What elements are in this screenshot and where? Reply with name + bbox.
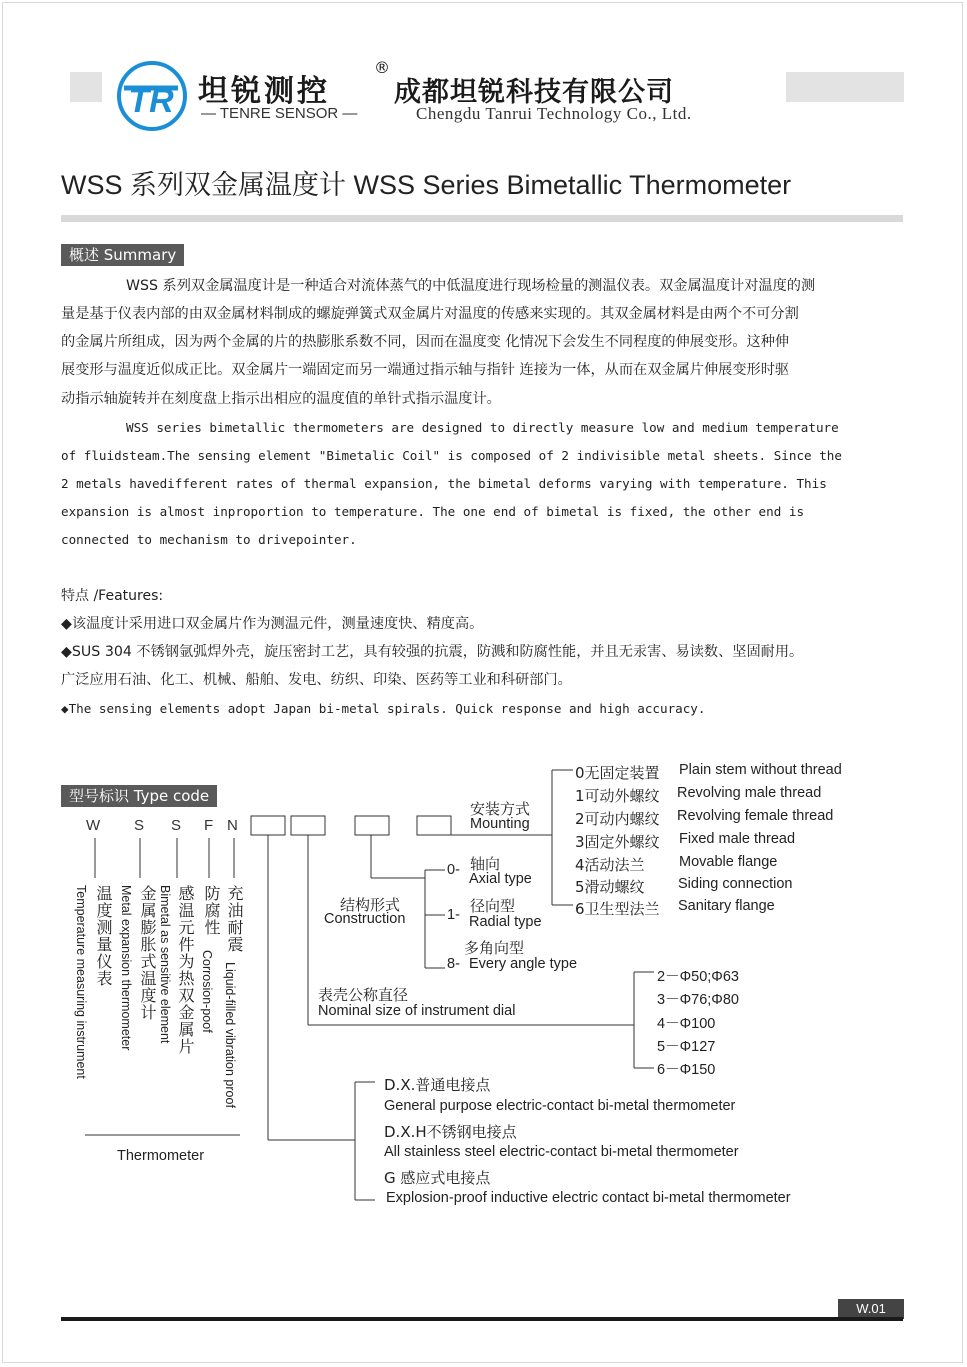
dial-option: 3－Φ76;Φ80 (657, 992, 739, 1008)
company-name-cn: 成都坦锐科技有限公司 (394, 77, 674, 108)
construction-option-cn: 径向型 (470, 897, 516, 915)
dial-option: 2－Φ50;Φ63 (657, 969, 739, 985)
letter-meaning-en: Liquid-filled vibration proof (223, 962, 237, 1108)
type-letter: S (134, 817, 145, 834)
mounting-title-cn: 安装方式 (470, 800, 531, 818)
summary-en-line: connected to mechanism to drivepointer. (61, 532, 357, 547)
footer-rule (61, 1317, 903, 1321)
construction-title-cn: 结构形式 (340, 896, 401, 914)
brand-name-cn: 坦锐测控 (198, 74, 330, 109)
dial-title-cn: 表壳公称直径 (318, 986, 409, 1004)
construction-option-cn: 多角向型 (464, 939, 525, 957)
mounting-code: 5滑动螺纹 (575, 878, 645, 896)
construction-code: 0- (447, 862, 460, 878)
feature-item: ◆The sensing elements adopt Japan bi-metal spirals. Quick response and high accuracy. (61, 701, 706, 716)
letter-meaning-en: Corrosion-poof (200, 950, 214, 1033)
type-letter: S (171, 817, 182, 834)
brand-name-en: — TENRE SENSOR — (201, 105, 358, 122)
construction-title-en: Construction (324, 911, 406, 927)
logo-letters: TR (128, 82, 174, 120)
construction-code: 8- (447, 956, 460, 972)
letter-meaning-cn: 充油耐震 (225, 885, 244, 953)
construction-option-en: Axial type (469, 871, 532, 887)
mounting-code: 2可动内螺纹 (575, 810, 660, 828)
construction-code: 1- (447, 907, 460, 923)
mounting-option-en: Plain stem without thread (679, 762, 842, 778)
summary-cn-line: 动指示轴旋转并在刻度盘上指示出相应的温度值的单针式指示温度计。 (61, 391, 501, 407)
construction-option-en: Every angle type (469, 956, 578, 972)
construction-option-en: Radial type (469, 914, 542, 930)
mounting-code: 0无固定装置 (575, 764, 660, 782)
letter-meaning-en: Metal expansion thermometer (119, 885, 133, 1051)
mounting-code: 6卫生型法兰 (575, 900, 660, 918)
contact-option-cn: G 感应式电接点 (384, 1169, 491, 1187)
construction-option-cn: 轴向 (470, 855, 501, 873)
thermometer-label: Thermometer (117, 1148, 205, 1164)
dial-title-en: Nominal size of instrument dial (318, 1003, 516, 1019)
dial-option: 6－Φ150 (657, 1062, 716, 1078)
summary-cn-line: 的金属片所组成，因为两个金属的片的热膨胀系数不同，因而在温度变 化情况下会发生不同程度的伸展变形。这种伸 (61, 334, 790, 350)
letter-meaning-cn: 感温元件为热双金属片 (176, 885, 195, 1055)
mounting-code: 1可动外螺纹 (575, 787, 660, 805)
mounting-code: 3固定外螺纹 (575, 833, 660, 851)
mounting-option-en: Fixed male thread (679, 831, 796, 847)
mounting-option-en: Revolving female thread (677, 808, 834, 824)
type-letter: N (227, 817, 238, 834)
summary-cn-line: 展变形与温度近似成正比。双金属片一端固定而另一端通过指示轴与指针 连接为一体，从而在双金属片伸展变形时驱 (61, 362, 790, 378)
summary-en-line: 2 metals havedifferent rates of thermal expansion, the bimetal deforms varying with temperature. This (61, 476, 827, 491)
summary-cn-line: 量是基于仪表内部的由双金属材料制成的螺旋弹簧式双金属片对温度的传感来实现的。其双金属材料是由两个不可分割 (61, 306, 799, 322)
dial-option: 5－Φ127 (657, 1039, 716, 1055)
letter-meaning-cn: 温度测量仪表 (94, 885, 113, 987)
contact-option-en: All stainless steel electric-contact bi-metal thermometer (384, 1144, 739, 1160)
letter-meaning-en: Bimetal as sensitive element (158, 885, 172, 1044)
contact-option-cn: D.X.H不锈钢电接点 (384, 1123, 517, 1141)
summary-label: 概述 Summary (61, 244, 184, 266)
type-letter: F (204, 817, 214, 834)
mounting-option-en: Revolving male thread (677, 785, 822, 801)
feature-item: ◆SUS 304 不锈钢氩弧焊外壳，旋压密封工艺，具有较强的抗震，防溅和防腐性能，并且无汞害、易读数、坚固耐用。 (61, 644, 804, 660)
mounting-title-en: Mounting (470, 816, 530, 832)
mounting-option-en: Movable flange (679, 854, 778, 870)
dial-option: 4－Φ100 (657, 1016, 716, 1032)
contact-option-en: General purpose electric-contact bi-metal thermometer (384, 1098, 736, 1114)
page-number-tag: W.01 (838, 1299, 904, 1319)
features-heading: 特点 /Features: (61, 588, 164, 604)
letter-meaning-cn: 金属膨胀式温度计 (138, 885, 157, 1021)
summary-en-line: expansion is almost inproportion to temperature. The one end of bimetal is fixed, the other end is (61, 504, 805, 519)
contact-option-cn: D.X.普通电接点 (384, 1076, 491, 1094)
summary-cn-line: WSS 系列双金属温度计是一种适合对流体蒸气的中低温度进行现场检量的测温仪表。双金属温度计对温度的测 (126, 278, 816, 294)
mounting-code: 4活动法兰 (575, 856, 645, 874)
summary-en-line: WSS series bimetallic thermometers are designed to directly measure low and medium temperature (126, 420, 839, 435)
registered-mark: ® (374, 58, 390, 77)
contact-option-en: Explosion-proof inductive electric contact bi-metal thermometer (386, 1190, 791, 1206)
letter-meaning-en: Temperature measuring instrument (74, 885, 88, 1079)
page-title: WSS 系列双金属温度计 WSS Series Bimetallic Thermometer (61, 170, 792, 200)
company-name-en: Chengdu Tanrui Technology Co., Ltd. (416, 104, 692, 123)
mounting-option-en: Sanitary flange (678, 898, 775, 914)
type-code-label: 型号标识 Type code (61, 785, 217, 807)
type-letter: W (86, 817, 101, 834)
letter-meaning-cn: 防腐性 (202, 885, 221, 936)
summary-en-line: of fluidsteam.The sensing element "Bimetalic Coil" is composed of 2 indivisible metal sheets. Since the (61, 448, 842, 463)
feature-item: ◆该温度计采用进口双金属片作为测温元件，测量速度快、精度高。 (61, 616, 484, 632)
mounting-option-en: Siding connection (678, 876, 793, 892)
feature-item: 广泛应用石油、化工、机械、船舶、发电、纺织、印染、医药等工业和科研部门。 (61, 672, 572, 688)
